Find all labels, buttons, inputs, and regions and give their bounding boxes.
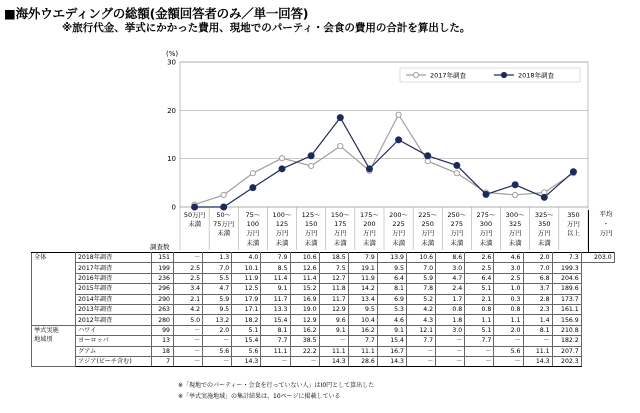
x-tick-label: 50万円 未満: [183, 211, 206, 229]
table-cell: 6.4: [465, 273, 494, 283]
table-cell: 13.9: [377, 253, 406, 263]
table-cell: 2.1: [465, 294, 494, 304]
table-cell: 13.3: [261, 304, 290, 314]
average-cell: 204.6: [552, 273, 581, 283]
table-cell: －: [436, 346, 465, 356]
table-cell: 14.3: [232, 356, 261, 366]
table-cell: 5.6: [232, 346, 261, 356]
base-count-cell: 99: [152, 325, 174, 335]
data-point-s0: [221, 192, 226, 197]
table-cell: 7.7: [407, 336, 436, 346]
base-count-cell: 236: [152, 273, 174, 283]
table-cell: 1.7: [436, 294, 465, 304]
table-cell: 2.4: [436, 284, 465, 294]
data-point-s1: [454, 162, 460, 168]
table-cell: 11.9: [232, 273, 261, 283]
table-cell: －: [319, 336, 348, 346]
table-cell: －: [494, 336, 523, 346]
table-cell: －: [174, 346, 203, 356]
average-header: 平均 ・ 万円: [588, 210, 623, 252]
row-label: 2016年調査: [76, 273, 152, 283]
base-count-cell: 263: [152, 304, 174, 314]
data-table: [31, 252, 615, 367]
table-cell: 2.0: [523, 253, 552, 263]
table-cell: 2.8: [523, 294, 552, 304]
table-cell: 4.2: [407, 304, 436, 314]
average-cell: 173.7: [552, 294, 581, 304]
base-count-cell: 13: [152, 336, 174, 346]
row-label: 2013年調査: [76, 304, 152, 314]
table-cell: 12.5: [232, 284, 261, 294]
table-cell: 11.1: [261, 346, 290, 356]
table-cell: 2.0: [494, 325, 523, 335]
table-cell: 1.0: [494, 284, 523, 294]
data-point-s1: [425, 153, 431, 159]
y-tick-label: 0: [171, 203, 176, 212]
average-cell: 202.3: [552, 356, 581, 366]
average-cell: 210.8: [552, 325, 581, 335]
table-cell: 6.8: [523, 273, 552, 283]
table-cell: 7.8: [407, 284, 436, 294]
table-cell: 1.4: [523, 315, 552, 325]
base-count-cell: 199: [152, 263, 174, 273]
table-cell: 2.0: [203, 325, 232, 335]
table-cell: 8.5: [261, 263, 290, 273]
table-cell: 6.4: [377, 273, 406, 283]
x-tick-label: 150～ 175 万円 未満: [330, 211, 350, 247]
table-row: [32, 284, 615, 294]
x-tick-label: 50～ 75万円 未満: [213, 211, 235, 238]
table-cell: 14.3: [319, 356, 348, 366]
table-cell: 5.9: [203, 294, 232, 304]
table-cell: 11.4: [261, 273, 290, 283]
table-cell: 4.3: [407, 315, 436, 325]
data-point-s0: [396, 112, 401, 117]
table-cell: 28.6: [348, 356, 377, 366]
row-label: アジア(ビーチ含む): [76, 356, 152, 366]
table-row: [32, 325, 615, 335]
table-cell: 0.8: [494, 304, 523, 314]
table-cell: 16.9: [290, 294, 319, 304]
data-point-s1: [250, 185, 256, 191]
table-cell: 8.1: [261, 325, 290, 335]
table-cell: －: [523, 336, 552, 346]
table-cell: 12.7: [319, 273, 348, 283]
group-label: 全体: [32, 253, 76, 326]
table-cell: 11.7: [319, 294, 348, 304]
table-cell: 18.2: [232, 315, 261, 325]
data-point-s1: [483, 191, 489, 197]
table-cell: －: [465, 356, 494, 366]
x-tick-label: 200～ 225 万円 未満: [389, 211, 409, 247]
base-count-cell: 151: [152, 253, 174, 263]
table-cell: 2.3: [523, 304, 552, 314]
legend-label-0: 2017年調査: [430, 71, 467, 80]
table-cell: 19.1: [348, 263, 377, 273]
table-cell: －: [174, 253, 203, 263]
table-cell: 12.6: [290, 263, 319, 273]
average-cell: 182.2: [552, 336, 581, 346]
table-cell: 9.5: [377, 263, 406, 273]
table-cell: 15.4: [261, 315, 290, 325]
table-cell: 5.3: [377, 304, 406, 314]
data-point-s0: [338, 144, 343, 149]
table-cell: 11.8: [319, 284, 348, 294]
table-cell: －: [407, 346, 436, 356]
table-cell: 2.5: [174, 273, 203, 283]
table-row: [32, 315, 615, 325]
y-tick-label: 20: [167, 106, 176, 115]
table-cell: 16.2: [348, 325, 377, 335]
table-cell: 11.1: [319, 346, 348, 356]
table-cell: 9.6: [319, 315, 348, 325]
table-cell: －: [261, 356, 290, 366]
table-cell: 4.7: [436, 273, 465, 283]
table-cell: 10.4: [348, 315, 377, 325]
table-cell: 17.1: [232, 304, 261, 314]
base-count-header: 調査数: [150, 243, 170, 251]
y-tick-label: 10: [167, 155, 176, 164]
table-cell: 5.1: [465, 284, 494, 294]
table-cell: －: [203, 356, 232, 366]
row-label: 2015年調査: [76, 284, 152, 294]
table-row: [32, 294, 615, 304]
table-cell: 7.9: [261, 253, 290, 263]
table-cell: 11.1: [523, 346, 552, 356]
data-point-s0: [250, 171, 255, 176]
table-cell: 3.4: [174, 284, 203, 294]
table-cell: 11.9: [348, 273, 377, 283]
data-point-s1: [192, 204, 198, 210]
average-cell: 199.3: [552, 263, 581, 273]
table-cell: 11.1: [348, 346, 377, 356]
row-label: 2014年調査: [76, 294, 152, 304]
table-cell: 13.2: [203, 315, 232, 325]
row-label: グアム: [76, 346, 152, 356]
footnote-1: ※「現地でのパーティー・会食を行っていない人」はI0円として算出した: [178, 382, 375, 389]
table-cell: 4.6: [377, 315, 406, 325]
table-cell: 12.9: [290, 315, 319, 325]
series-line-0: [195, 115, 574, 205]
table-row: [32, 304, 615, 314]
table-cell: 2.1: [174, 294, 203, 304]
table-cell: 3.0: [436, 263, 465, 273]
base-count-cell: 7: [152, 356, 174, 366]
group-label: 挙式実施 地域別: [32, 325, 76, 367]
legend-label-1: 2018年調査: [518, 71, 555, 80]
table-cell: 8.6: [436, 253, 465, 263]
row-label: 2017年調査: [76, 263, 152, 273]
table-cell: 3.0: [494, 263, 523, 273]
row-label: 2012年調査: [76, 315, 152, 325]
data-point-s1: [337, 115, 343, 121]
x-tick-label: 350 万円 以上: [566, 211, 580, 238]
table-cell: －: [465, 346, 494, 356]
table-cell: 14.3: [377, 356, 406, 366]
x-tick-label: 250～ 275 万円 未満: [447, 211, 467, 247]
plot-area-frame: [180, 62, 588, 207]
table-cell: 7.5: [319, 263, 348, 273]
table-cell: 5.0: [174, 315, 203, 325]
legend-marker-0: [413, 72, 418, 77]
table-cell: 10.6: [290, 253, 319, 263]
base-count-cell: 280: [152, 315, 174, 325]
table-cell: －: [174, 325, 203, 335]
base-count-cell: 296: [152, 284, 174, 294]
legend-marker-1: [501, 72, 506, 77]
table-cell: －: [174, 336, 203, 346]
table-cell: －: [203, 336, 232, 346]
table-cell: －: [436, 356, 465, 366]
base-count-cell: 290: [152, 294, 174, 304]
table-cell: 8.1: [377, 284, 406, 294]
table-cell: 15.2: [290, 284, 319, 294]
base-count-cell: 18: [152, 346, 174, 356]
table-cell: 14.2: [348, 284, 377, 294]
data-point-s1: [570, 169, 576, 175]
x-tick-label: 300～ 325 万円 未満: [505, 211, 525, 247]
table-cell: 7.9: [348, 253, 377, 263]
average-cell: 156.9: [552, 315, 581, 325]
table-cell: 8.1: [523, 325, 552, 335]
table-cell: 12.1: [407, 325, 436, 335]
table-row: [32, 253, 615, 263]
table-cell: 7.7: [465, 336, 494, 346]
data-point-s0: [513, 192, 518, 197]
table-cell: 5.5: [203, 273, 232, 283]
table-cell: 6.9: [377, 294, 406, 304]
table-cell: 10.1: [232, 263, 261, 273]
table-cell: 2.5: [465, 263, 494, 273]
data-point-s1: [541, 194, 547, 200]
table-cell: 4.6: [494, 253, 523, 263]
table-cell: 1.1: [494, 315, 523, 325]
x-tick-label: 100～ 125 万円 未満: [272, 211, 292, 247]
data-point-s1: [366, 166, 372, 172]
table-row: [32, 336, 615, 346]
y-tick-label: 30: [167, 58, 176, 67]
table-cell: 13.4: [348, 294, 377, 304]
table-cell: －: [290, 356, 319, 366]
table-cell: 9.5: [203, 304, 232, 314]
table-cell: 0.8: [465, 304, 494, 314]
table-cell: 9.1: [319, 325, 348, 335]
row-label: 2018年調査: [76, 253, 152, 263]
data-point-s1: [279, 166, 285, 172]
data-point-s1: [396, 137, 402, 143]
table-cell: 4.7: [203, 284, 232, 294]
table-cell: 5.6: [203, 346, 232, 356]
table-cell: －: [494, 356, 523, 366]
average-cell: 161.1: [552, 304, 581, 314]
table-cell: 17.9: [232, 294, 261, 304]
table-cell: 3.7: [523, 284, 552, 294]
table-cell: 10.6: [407, 253, 436, 263]
table-cell: 7.7: [348, 336, 377, 346]
table-cell: 7.0: [523, 263, 552, 273]
y-unit-label: (%): [166, 50, 179, 58]
average-cell: 203.0: [581, 253, 614, 263]
table-cell: 19.0: [290, 304, 319, 314]
x-tick-label: 325～ 350 万円 未満: [534, 211, 554, 247]
x-tick-label: 125～ 150 万円 未満: [301, 211, 321, 247]
footnote-2: ※「挙式実施地域」の集計結果は、10ページに掲載している: [178, 393, 341, 400]
table-cell: 5.6: [494, 346, 523, 356]
table-cell: 15.4: [232, 336, 261, 346]
x-tick-label: 75～ 100 万円 未満: [245, 211, 261, 247]
x-tick-label: 225～ 250 万円 未満: [418, 211, 438, 247]
table-cell: 7.0: [203, 263, 232, 273]
table-cell: 1.1: [465, 315, 494, 325]
page-title: ■海外ウエディングの総額(金額回答者のみ／単一回答): [4, 6, 309, 21]
table-cell: 5.1: [232, 325, 261, 335]
table-cell: 12.9: [319, 304, 348, 314]
table-cell: 2.5: [174, 263, 203, 273]
table-cell: 22.2: [290, 346, 319, 356]
data-point-s1: [512, 182, 518, 188]
table-row: [32, 346, 615, 356]
table-cell: 4.0: [232, 253, 261, 263]
data-point-s0: [279, 156, 284, 161]
table-cell: 2.6: [465, 253, 494, 263]
table-cell: 7.7: [261, 336, 290, 346]
table-cell: －: [407, 356, 436, 366]
table-cell: 5.2: [407, 294, 436, 304]
data-point-s0: [454, 171, 459, 176]
table-cell: 9.1: [377, 325, 406, 335]
x-tick-label: 175～ 200 万円 未満: [359, 211, 379, 247]
page-subtitle: ※旅行代金、挙式にかかった費用、現地でのパーティ・会食の費用の合計を算出した。: [62, 22, 471, 34]
row-label: ハワイ: [76, 325, 152, 335]
table-cell: 15.4: [377, 336, 406, 346]
table-cell: 7.3: [552, 253, 581, 263]
table-cell: －: [436, 336, 465, 346]
average-cell: 189.6: [552, 284, 581, 294]
table-row: [32, 356, 615, 366]
table-cell: 11.4: [290, 273, 319, 283]
data-point-s1: [308, 153, 314, 159]
table-cell: 0.8: [436, 304, 465, 314]
table-cell: 1.3: [203, 253, 232, 263]
average-cell: 207.7: [552, 346, 581, 356]
table-cell: 11.7: [261, 294, 290, 304]
table-row: [32, 273, 615, 283]
table-cell: 16.7: [377, 346, 406, 356]
table-cell: 9.1: [261, 284, 290, 294]
x-tick-label: 275～ 300 万円 未満: [476, 211, 496, 247]
table-cell: 5.9: [407, 273, 436, 283]
table-cell: 3.0: [436, 325, 465, 335]
data-point-s0: [309, 163, 314, 168]
table-cell: 1.8: [436, 315, 465, 325]
table-cell: 7.0: [407, 263, 436, 273]
table-row: [32, 263, 615, 273]
table-cell: 5.1: [465, 325, 494, 335]
table-cell: 16.2: [290, 325, 319, 335]
table-cell: 9.5: [348, 304, 377, 314]
table-cell: －: [174, 356, 203, 366]
data-point-s1: [221, 204, 227, 210]
table-cell: 18.5: [319, 253, 348, 263]
table-cell: 2.5: [494, 273, 523, 283]
table-cell: 38.5: [290, 336, 319, 346]
row-label: ヨーロッパ: [76, 336, 152, 346]
table-cell: 4.2: [174, 304, 203, 314]
table-cell: 0.3: [494, 294, 523, 304]
table-cell: 14.3: [523, 356, 552, 366]
